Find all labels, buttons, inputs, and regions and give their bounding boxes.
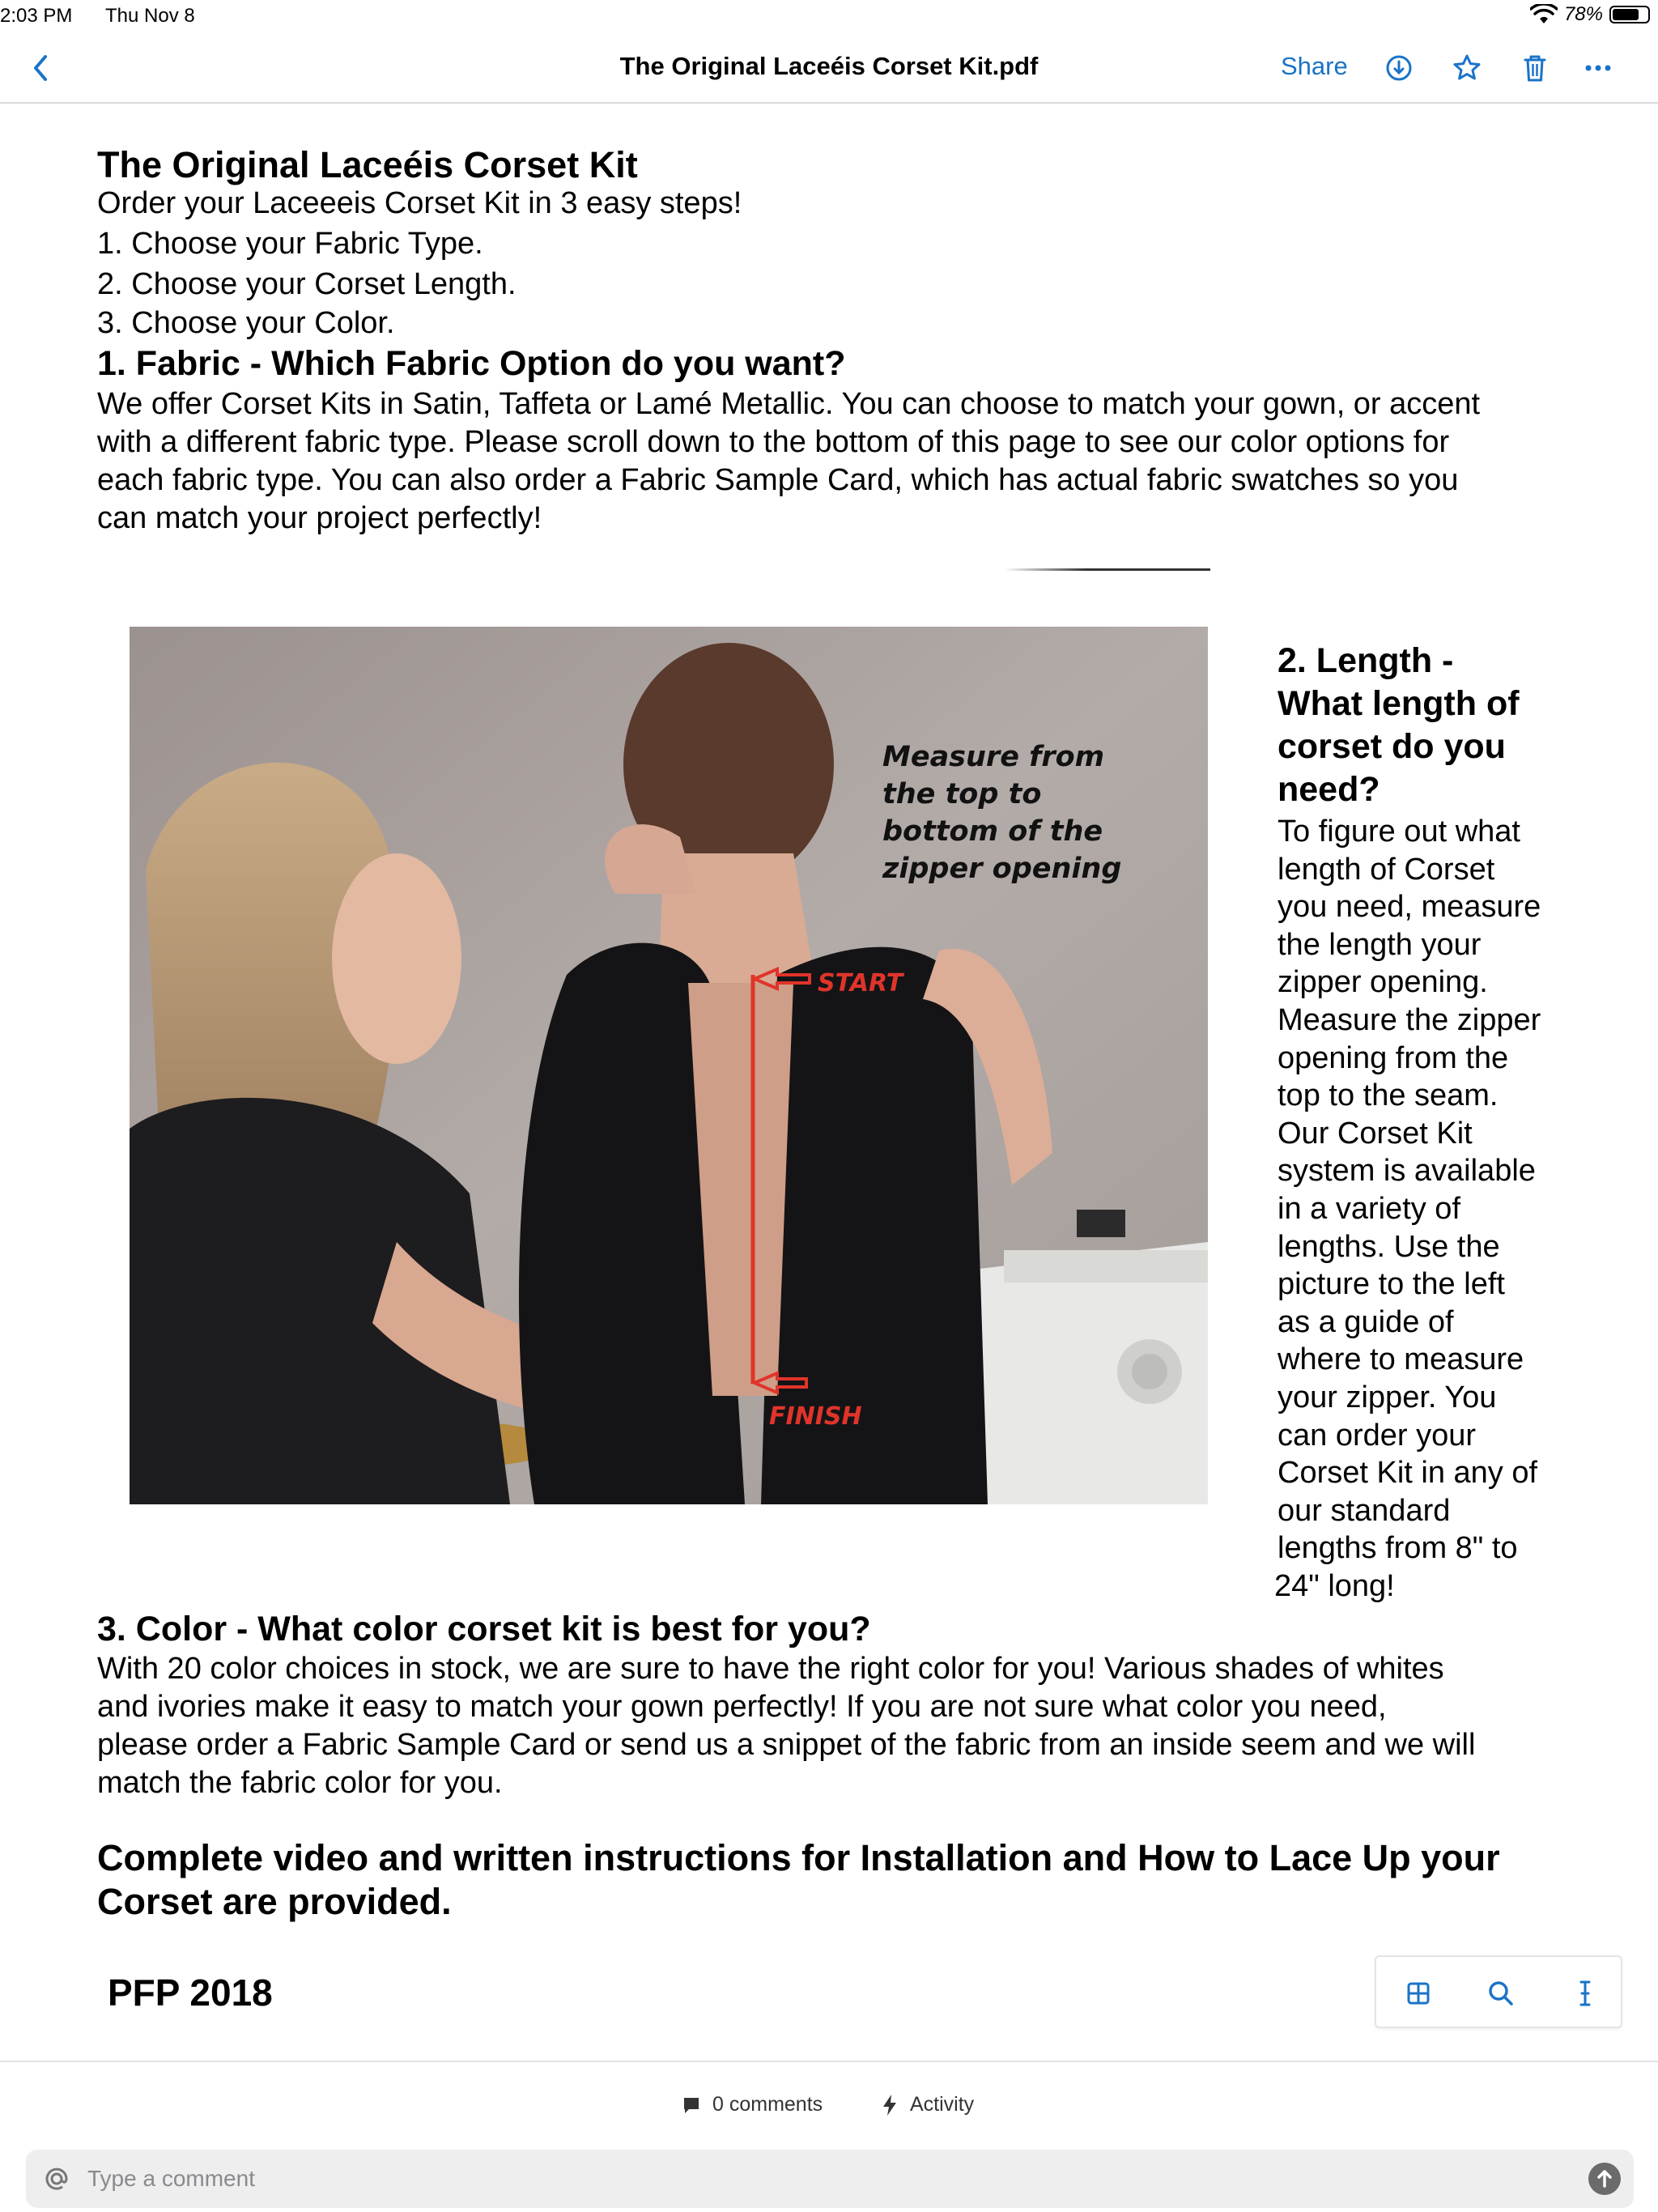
length-line: Our Corset Kit [1278, 1116, 1473, 1151]
length-line: can order your [1278, 1418, 1477, 1453]
length-line: your zipper. You [1278, 1380, 1497, 1414]
comments-label: 0 comments [712, 2093, 823, 2116]
length-paragraph [1274, 813, 1585, 1605]
length-section [1274, 640, 1585, 1605]
color-paragraph [97, 1650, 1579, 1802]
length-line: you need, measure [1278, 890, 1541, 925]
length-line: 24" long! [1274, 1568, 1395, 1603]
length-heading-line: need? [1278, 770, 1380, 809]
instructions-line: Complete video and written instructions for Installation and How to Lace Up your [97, 1837, 1500, 1878]
status-time: 2:03 PM [0, 5, 73, 27]
length-line: the length your [1278, 927, 1482, 962]
fabric-line: with a different fabric type. Please scroll down to the bottom of this page to see our color options for [97, 425, 1450, 459]
length-heading [1278, 640, 1585, 811]
comment-icon [682, 2095, 701, 2115]
finish-label: FINISH [769, 1402, 862, 1431]
length-heading-line: 2. Length - [1278, 641, 1454, 680]
grid-icon[interactable] [1399, 1974, 1438, 2013]
length-line: top to the seam. [1278, 1078, 1499, 1113]
at-mention-icon[interactable] [37, 2159, 76, 2198]
length-heading-line: What length of [1278, 684, 1520, 723]
activity-button[interactable] [881, 2093, 974, 2116]
length-line: zipper opening. [1278, 965, 1488, 1000]
info-download-icon[interactable] [1381, 50, 1417, 86]
length-line: lengths. Use the [1278, 1229, 1500, 1264]
comment-bar [0, 2061, 1658, 2212]
status-date: Thu Nov 8 [105, 5, 195, 27]
pdf-page[interactable] [0, 105, 1658, 2057]
bolt-icon [881, 2094, 899, 2116]
photo-caption-line: the top to [882, 778, 1042, 810]
length-heading-line: corset do you [1278, 727, 1506, 766]
length-line: as a guide of [1278, 1304, 1454, 1339]
status-bar [0, 0, 1658, 32]
fabric-line: can match your project perfectly! [97, 501, 542, 535]
length-line: in a variety of [1278, 1191, 1460, 1226]
step-3: 3. Choose your Color. [97, 306, 395, 340]
measurement-photo [130, 627, 1208, 1504]
length-line: where to measure [1278, 1342, 1524, 1377]
instructions-note [97, 1836, 1579, 1924]
length-line: To figure out what [1278, 815, 1520, 849]
more-icon[interactable] [1580, 50, 1616, 86]
length-line: opening from the [1278, 1040, 1509, 1075]
arrow-up-icon [1588, 2163, 1621, 2195]
length-line: picture to the left [1278, 1267, 1505, 1302]
doc-intro: Order your Laceeeis Corset Kit in 3 easy steps! [97, 186, 742, 220]
fabric-heading: 1. Fabric - Which Fabric Option do you want? [97, 344, 846, 383]
nav-bar [0, 32, 1658, 104]
start-label: START [818, 969, 903, 998]
length-line: lengths from 8" to [1278, 1531, 1518, 1566]
instructions-line: Corset are provided. [97, 1881, 452, 1922]
fabric-paragraph [97, 385, 1579, 538]
length-line: length of Corset [1278, 852, 1495, 887]
battery-percent: 78% [1563, 3, 1603, 25]
search-icon[interactable] [1482, 1974, 1520, 2013]
share-button[interactable]: Share [1281, 52, 1348, 80]
activity-label: Activity [910, 2093, 975, 2116]
photo-caption-line: Measure from [882, 741, 1105, 773]
comment-input[interactable] [87, 2158, 1545, 2200]
document-title: The Original Laceéis Corset Kit.pdf [619, 52, 1039, 80]
fabric-line: each fabric type. You can also order a Fabric Sample Card, which has actual fabric swatches so you [97, 463, 1459, 497]
wifi-icon [1530, 4, 1558, 25]
length-line: system is available [1278, 1154, 1536, 1189]
length-line: our standard [1278, 1493, 1451, 1528]
star-icon[interactable] [1449, 50, 1485, 86]
status-right [1530, 3, 1650, 26]
comment-box [26, 2150, 1634, 2208]
step-2: 2. Choose your Corset Length. [97, 267, 517, 301]
color-line: match the fabric color for you. [97, 1766, 503, 1800]
color-line: please order a Fabric Sample Card or send us a snippet of the fabric from an inside seem and we will [97, 1728, 1476, 1762]
photo-caption-line: bottom of the [882, 815, 1103, 848]
text-cursor-icon[interactable] [1566, 1974, 1605, 2013]
photo-caption-line: zipper opening [882, 853, 1122, 885]
send-button[interactable] [1588, 2163, 1621, 2195]
pdf-toolbar [1375, 1955, 1622, 2028]
color-line: With 20 color choices in stock, we are sure to have the right color for you! Various shades of whites [97, 1652, 1444, 1686]
length-line: Corset Kit in any of [1278, 1456, 1538, 1491]
trash-icon[interactable] [1517, 50, 1553, 86]
fabric-line: We offer Corset Kits in Satin, Taffeta or Lamé Metallic. You can choose to match your gown, or accent [97, 387, 1481, 421]
color-line: and ivories make it easy to match your gown perfectly! If you are not sure what color you need, [97, 1690, 1387, 1724]
step-1: 1. Choose your Fabric Type. [97, 227, 483, 261]
color-heading: 3. Color - What color corset kit is best for you? [97, 1610, 871, 1648]
footer-label: PFP 2018 [108, 1972, 273, 2014]
length-line: Measure the zipper [1278, 1002, 1541, 1037]
comments-button[interactable] [682, 2093, 823, 2116]
doc-title: The Original Laceéis Corset Kit [97, 144, 638, 185]
battery-icon [1609, 6, 1650, 23]
divider-line [1004, 568, 1210, 571]
